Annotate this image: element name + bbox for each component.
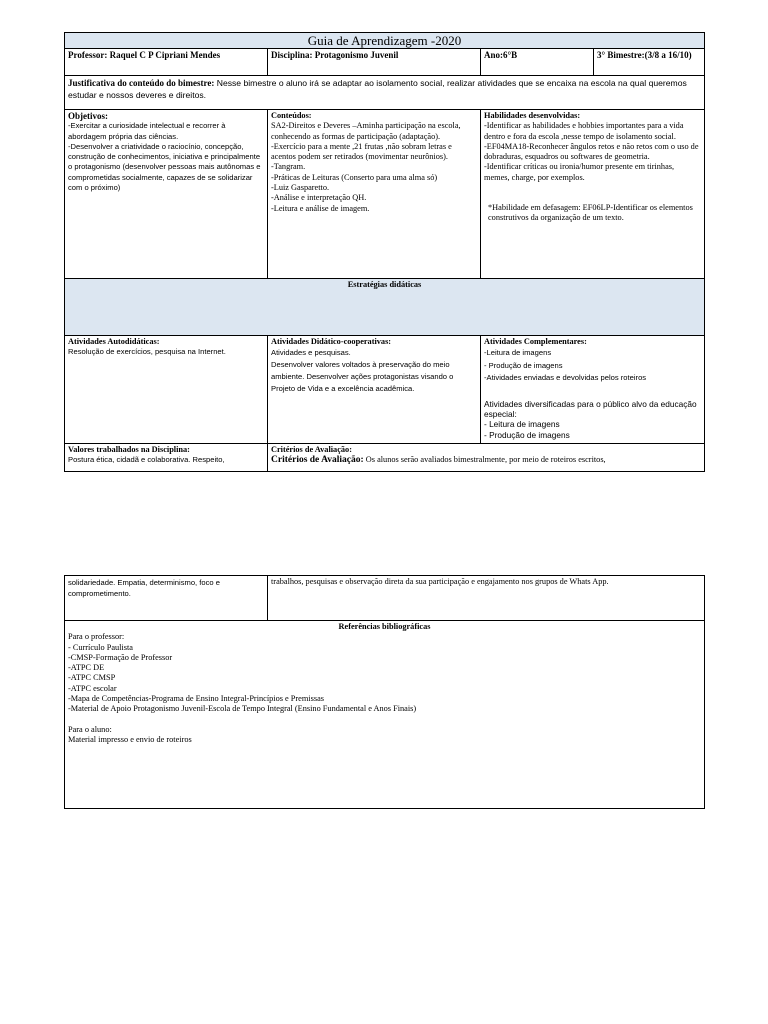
didactic-strategies-header: Estratégias didáticas <box>65 279 705 336</box>
text-line: Para o aluno: <box>68 724 112 734</box>
skills-text <box>484 121 701 183</box>
values-continued-cell <box>65 576 268 621</box>
class-year: Ano:6°B <box>481 49 594 76</box>
text-line: -Material de Apoio Protagonismo Juvenil-Escola de Tempo Integral (Ensino Fundamental e Anos Finais) <box>68 704 417 714</box>
text-line: -ATPC escolar <box>68 683 117 693</box>
contents-label: Conteúdos: <box>271 111 312 120</box>
text-line: -Análise e interpretação QH. <box>271 193 367 203</box>
contents-text <box>271 121 477 214</box>
text-line: -Leitura e análise de imagem. <box>271 203 370 213</box>
skills-cell <box>481 110 705 279</box>
text-line: -Desenvolver a criatividade o raciocínio, concepção, construção de conhecimentos, iniciativa e principalmente o protagonismo (desenvolver pessoas mais autônomas e comprometidas socialmente, capazes de se solidarizar com o próximo) <box>68 141 261 193</box>
bimester-dates: 3° Bimestre:(3/8 a 16/10) <box>594 49 705 76</box>
objectives-label: Objetivos: <box>68 111 108 121</box>
justification-cell <box>65 76 705 110</box>
complementary-label: Atividades Complementares: <box>484 337 587 346</box>
cooperative-label: Atividades Didático-cooperativas: <box>271 337 392 346</box>
text-line: Para o professor: <box>68 632 125 642</box>
special-education-text <box>484 399 701 440</box>
objectives-text <box>68 121 264 193</box>
cooperative-activities-cell <box>268 336 481 444</box>
text-line: -CMSP-Formação de Professor <box>68 652 173 662</box>
values-text: Postura ética, cidadã e colaborativa. Respeito, <box>68 455 225 465</box>
text-line: -Atividades enviadas e devolvidas pelos roteiros <box>484 373 647 383</box>
professor-name: Professor: Raquel C P Cipriani Mendes <box>65 49 268 76</box>
text-line: Desenvolver valores voltados à preservação do meio ambiente. Desenvolver ações protagonistas visando o Projeto de Vida e a excelência acadêmica. <box>271 360 454 394</box>
skills-label: Habilidades desenvolvidas: <box>484 111 581 120</box>
justification-label: Justificativa do conteúdo do bimestre: <box>68 78 215 88</box>
evaluation-label-1: Critérios de Avaliação: <box>271 445 352 454</box>
contents-cell <box>268 110 481 279</box>
learning-guide-table-continued <box>64 575 705 809</box>
text-line: -Tangram. <box>271 162 306 172</box>
text-line: -Identificar as habilidades e hobbies importantes para a vida dentro e fora da escola ,nesse tempo de isolamento social. <box>484 121 684 141</box>
text-line: -ATPC DE <box>68 663 105 673</box>
cooperative-text <box>271 347 477 395</box>
text-line: SA2-Direitos e Deveres –Aminha participação na escola, conhecendo as formas de participação (adaptação). <box>271 121 461 141</box>
text-line: - Leitura de imagens <box>484 419 560 430</box>
values-continued-text: solidariedade. Empatia, determinismo, foco e comprometimento. <box>68 578 220 598</box>
values-cell <box>65 444 268 472</box>
text-line: -Mapa de Competências-Programa de Ensino Integral-Princípios e Premissas <box>68 694 324 704</box>
justification-text: Nesse bimestre o aluno irá se adaptar ao isolamento social, realizar atividades que se encaixa na escola na qual queremos estudar e nossos deveres e direitos. <box>68 78 687 100</box>
complementary-activities-cell <box>481 336 705 444</box>
text-line: - Produção de imagens <box>484 360 563 370</box>
text-line: -ATPC CMSP <box>68 673 116 683</box>
objectives-cell <box>65 110 268 279</box>
self-study-activities-cell <box>65 336 268 444</box>
values-label: Valores trabalhados na Disciplina: <box>68 445 190 454</box>
learning-guide-table <box>64 32 705 472</box>
text-line: -Práticas de Leituras (Conserto para uma alma só) <box>271 172 438 182</box>
references-cell <box>65 621 705 809</box>
text-line: -Leitura de imagens <box>484 348 552 358</box>
evaluation-text: Os alunos serão avaliados bimestralmente, por meio de roteiros escritos, <box>363 455 606 465</box>
self-study-label: Atividades Autodidáticas: <box>68 337 160 346</box>
text-line: - Currículo Paulista <box>68 642 133 652</box>
guide-title: Guia de Aprendizagem -2020 <box>65 33 705 49</box>
text-line <box>68 715 701 725</box>
self-study-text: Resolução de exercícios, pesquisa na Internet. <box>68 347 226 357</box>
references-header: Referências bibliográficas <box>338 622 431 631</box>
text-line: -Luiz Gasparetto. <box>271 183 330 193</box>
complementary-text <box>484 347 701 385</box>
text-line: -EF04MA18-Reconhecer ângulos retos e não retos com o uso de dobraduras, esquadros ou softwares de geometria. <box>484 141 699 162</box>
evaluation-label-2: Critérios de Avaliação: <box>271 455 364 466</box>
text-line: - Produção de imagens <box>484 429 570 440</box>
text-line: Atividades diversificadas para o público alvo da educação especial: <box>484 398 697 420</box>
evaluation-continued-cell <box>268 576 705 621</box>
text-line: -Exercitar a curiosidade intelectual e recorrer à abordagem própria das ciências. <box>68 121 226 141</box>
evaluation-continued-text: trabalhos, pesquisas e observação direta da sua participação e engajamento nos grupos de Whats App. <box>271 577 609 586</box>
text-line: -Exercício para a mente ,21 frutas ,não sobram letras e acentos podem ser retirados (movimentar neurônios). <box>271 141 452 162</box>
text-line: Material impresso e envio de roteiros <box>68 734 192 744</box>
evaluation-criteria-cell <box>268 444 705 472</box>
text-line: -Identificar críticas ou ironia/humor presente em tirinhas, memes, charge, por exemplos. <box>484 162 675 182</box>
discipline-name: Disciplina: Protagonismo Juvenil <box>268 49 481 76</box>
references-text <box>68 632 701 745</box>
skills-lag-text: *Habilidade em defasagem: EF06LP-Identificar os elementos construtivos da organização de um texto. <box>488 203 693 223</box>
text-line: Atividades e pesquisas. <box>271 348 351 358</box>
